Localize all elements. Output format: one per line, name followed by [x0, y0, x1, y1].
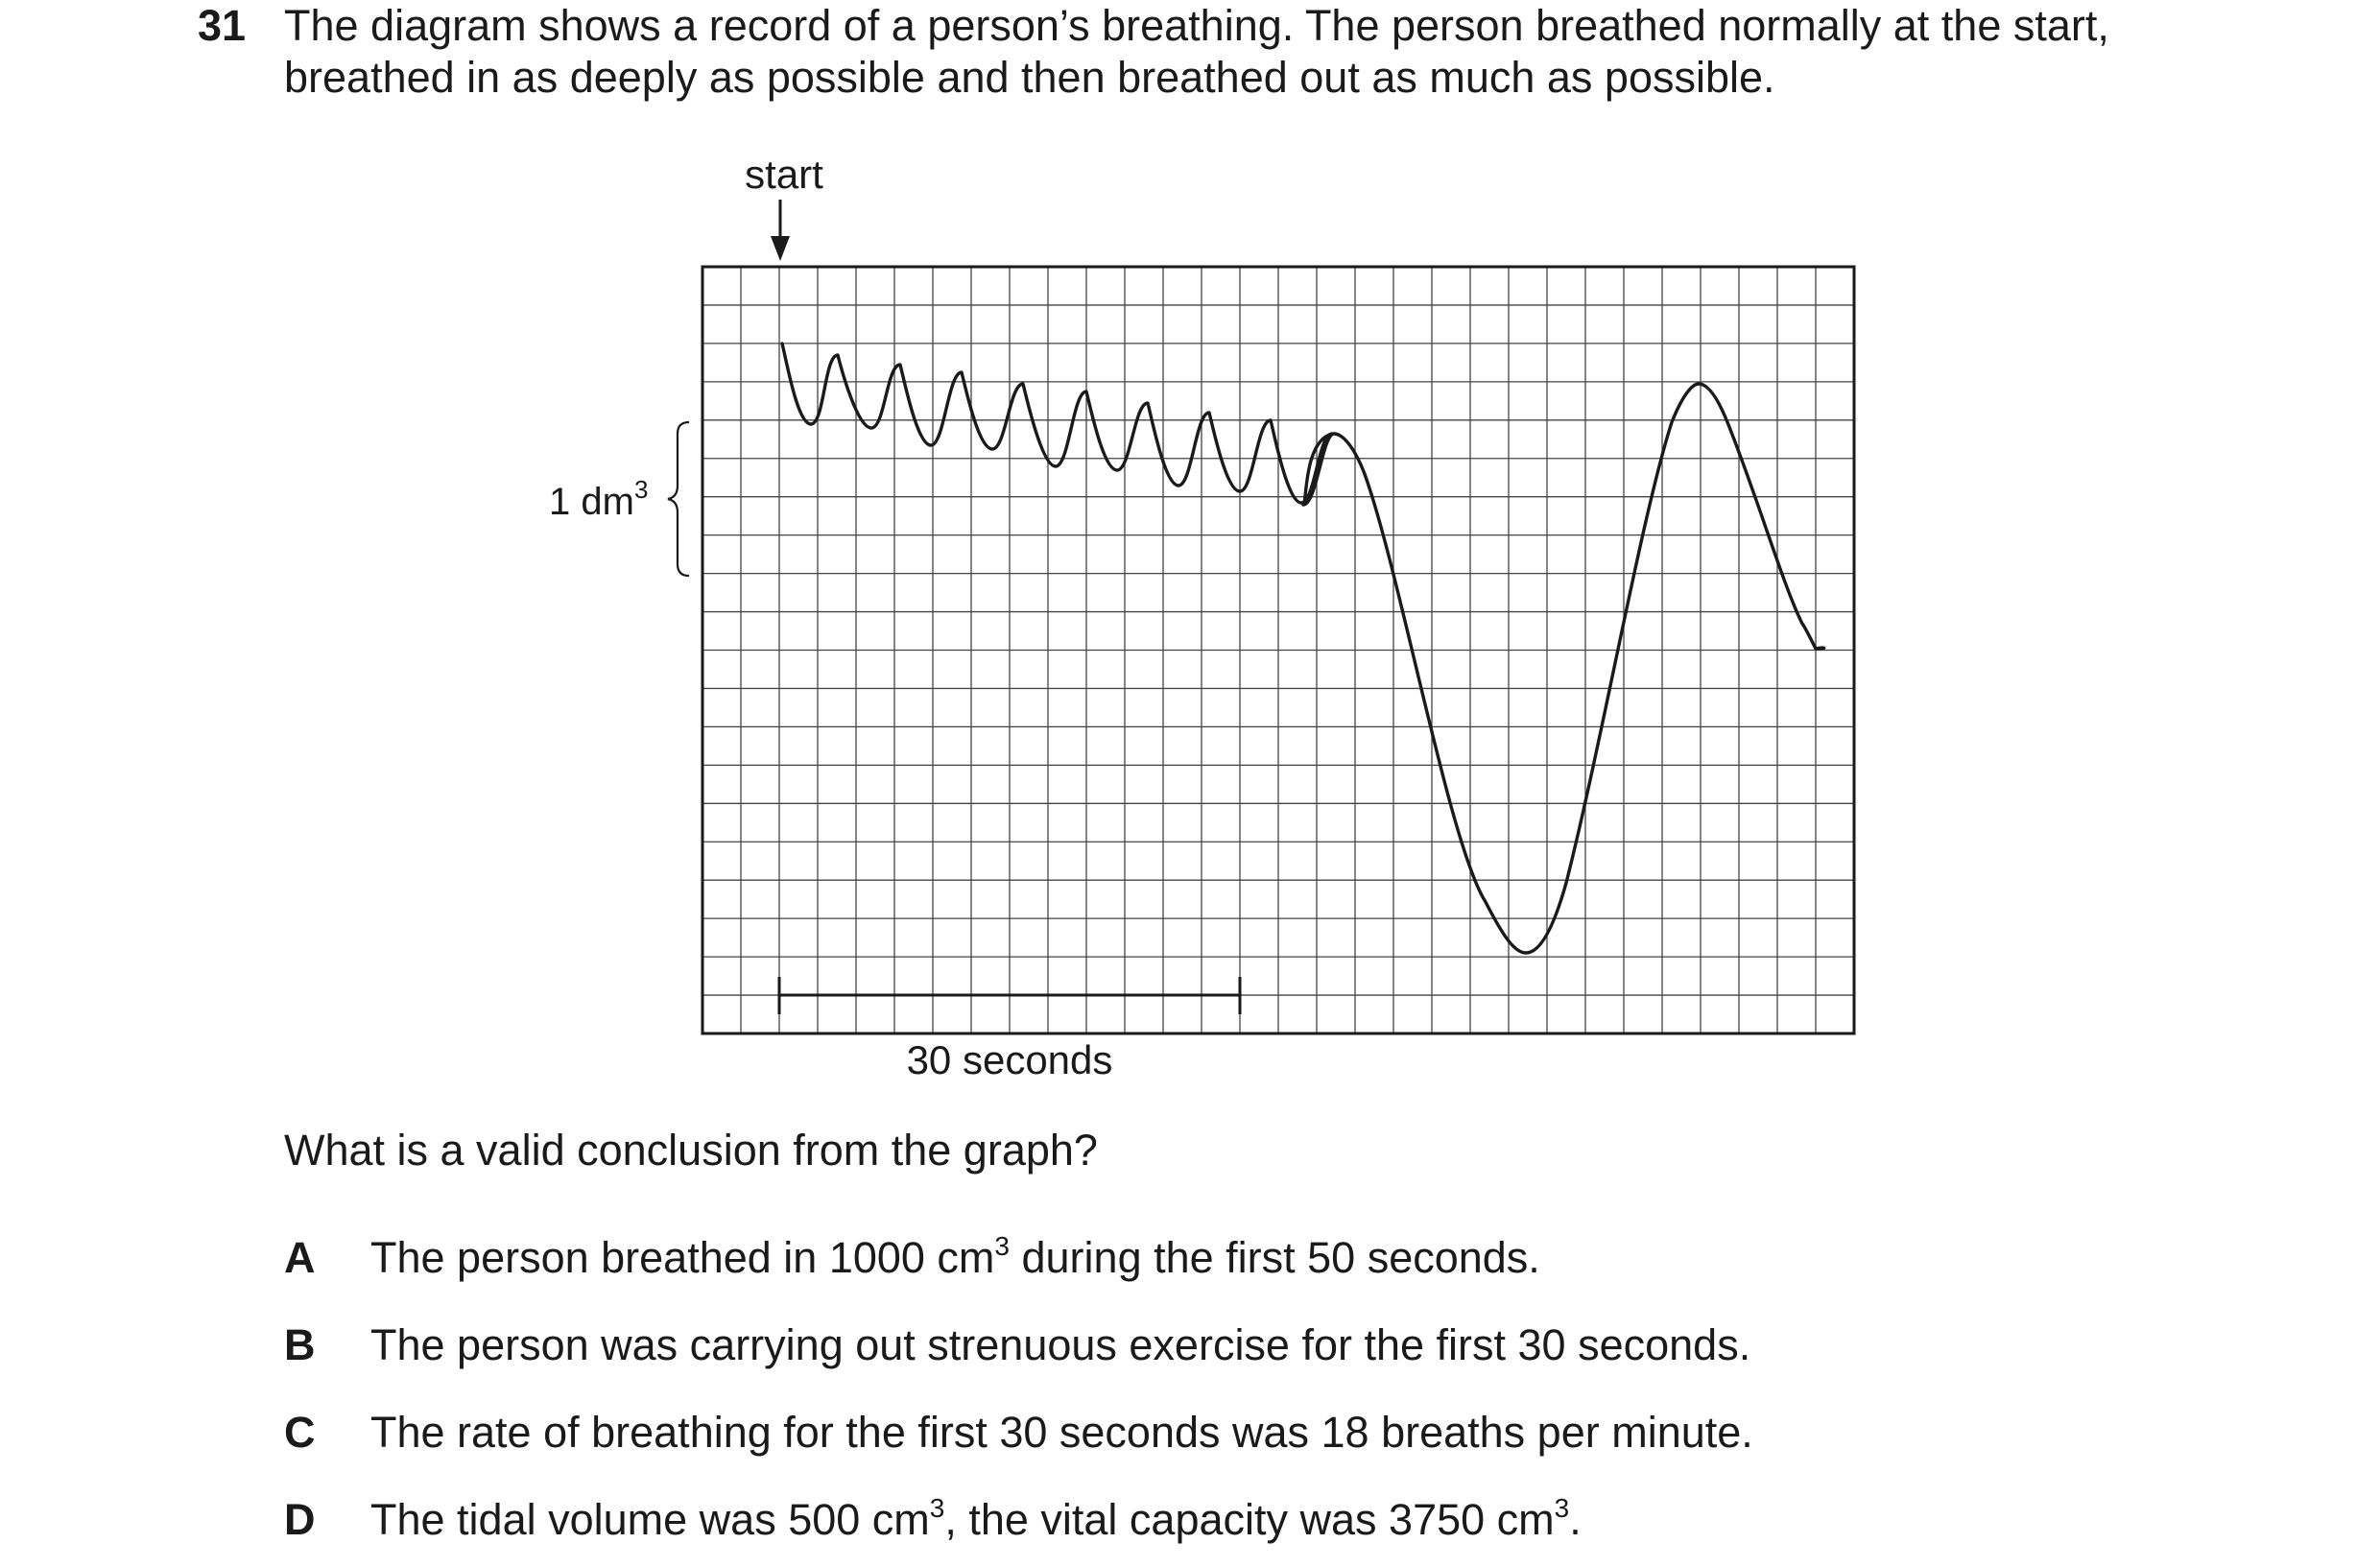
option-b-letter: B [284, 1320, 316, 1369]
volume-label-superscript: 3 [633, 475, 649, 504]
time-label: 30 seconds [906, 1037, 1113, 1082]
volume-label-text: 1 dm [549, 481, 634, 523]
option-a[interactable] [284, 1232, 1540, 1284]
option-a-text: The person breathed in 1000 $cm^3$ during the first 50 seconds. [370, 1231, 1540, 1282]
stem-line-1: The diagram shows a record of a person’s breathing. The person breathed normally at the start, [284, 1, 2109, 50]
breathing-trace [782, 344, 1824, 953]
volume-label [549, 475, 648, 523]
stem-line-2: breathed in as deeply as possible and then breathed out as much as possible. [284, 53, 1775, 102]
option-a-letter: A [284, 1233, 316, 1282]
option-c[interactable] [284, 1407, 1753, 1459]
option-b-text: The person was carrying out strenuous exercise for the first 30 seconds. [370, 1320, 1751, 1369]
option-d[interactable] [284, 1494, 1582, 1546]
question-number: 31 [198, 1, 247, 50]
option-d-text: The tidal volume was 500 $cm^3$, the vital capacity was 3750 $cm^3$. [370, 1493, 1582, 1544]
option-b[interactable] [284, 1319, 1750, 1371]
option-c-letter: C [284, 1408, 316, 1457]
start-arrow-icon [771, 236, 790, 261]
grid-lines [702, 267, 1854, 1033]
option-c-text: The rate of breathing for the first 30 seconds was 18 breaths per minute. [370, 1408, 1753, 1457]
start-label: start [745, 152, 823, 197]
option-d-letter: D [284, 1495, 316, 1544]
question-prompt: What is a valid conclusion from the graph? [284, 1126, 1098, 1175]
volume-brace [668, 422, 689, 576]
